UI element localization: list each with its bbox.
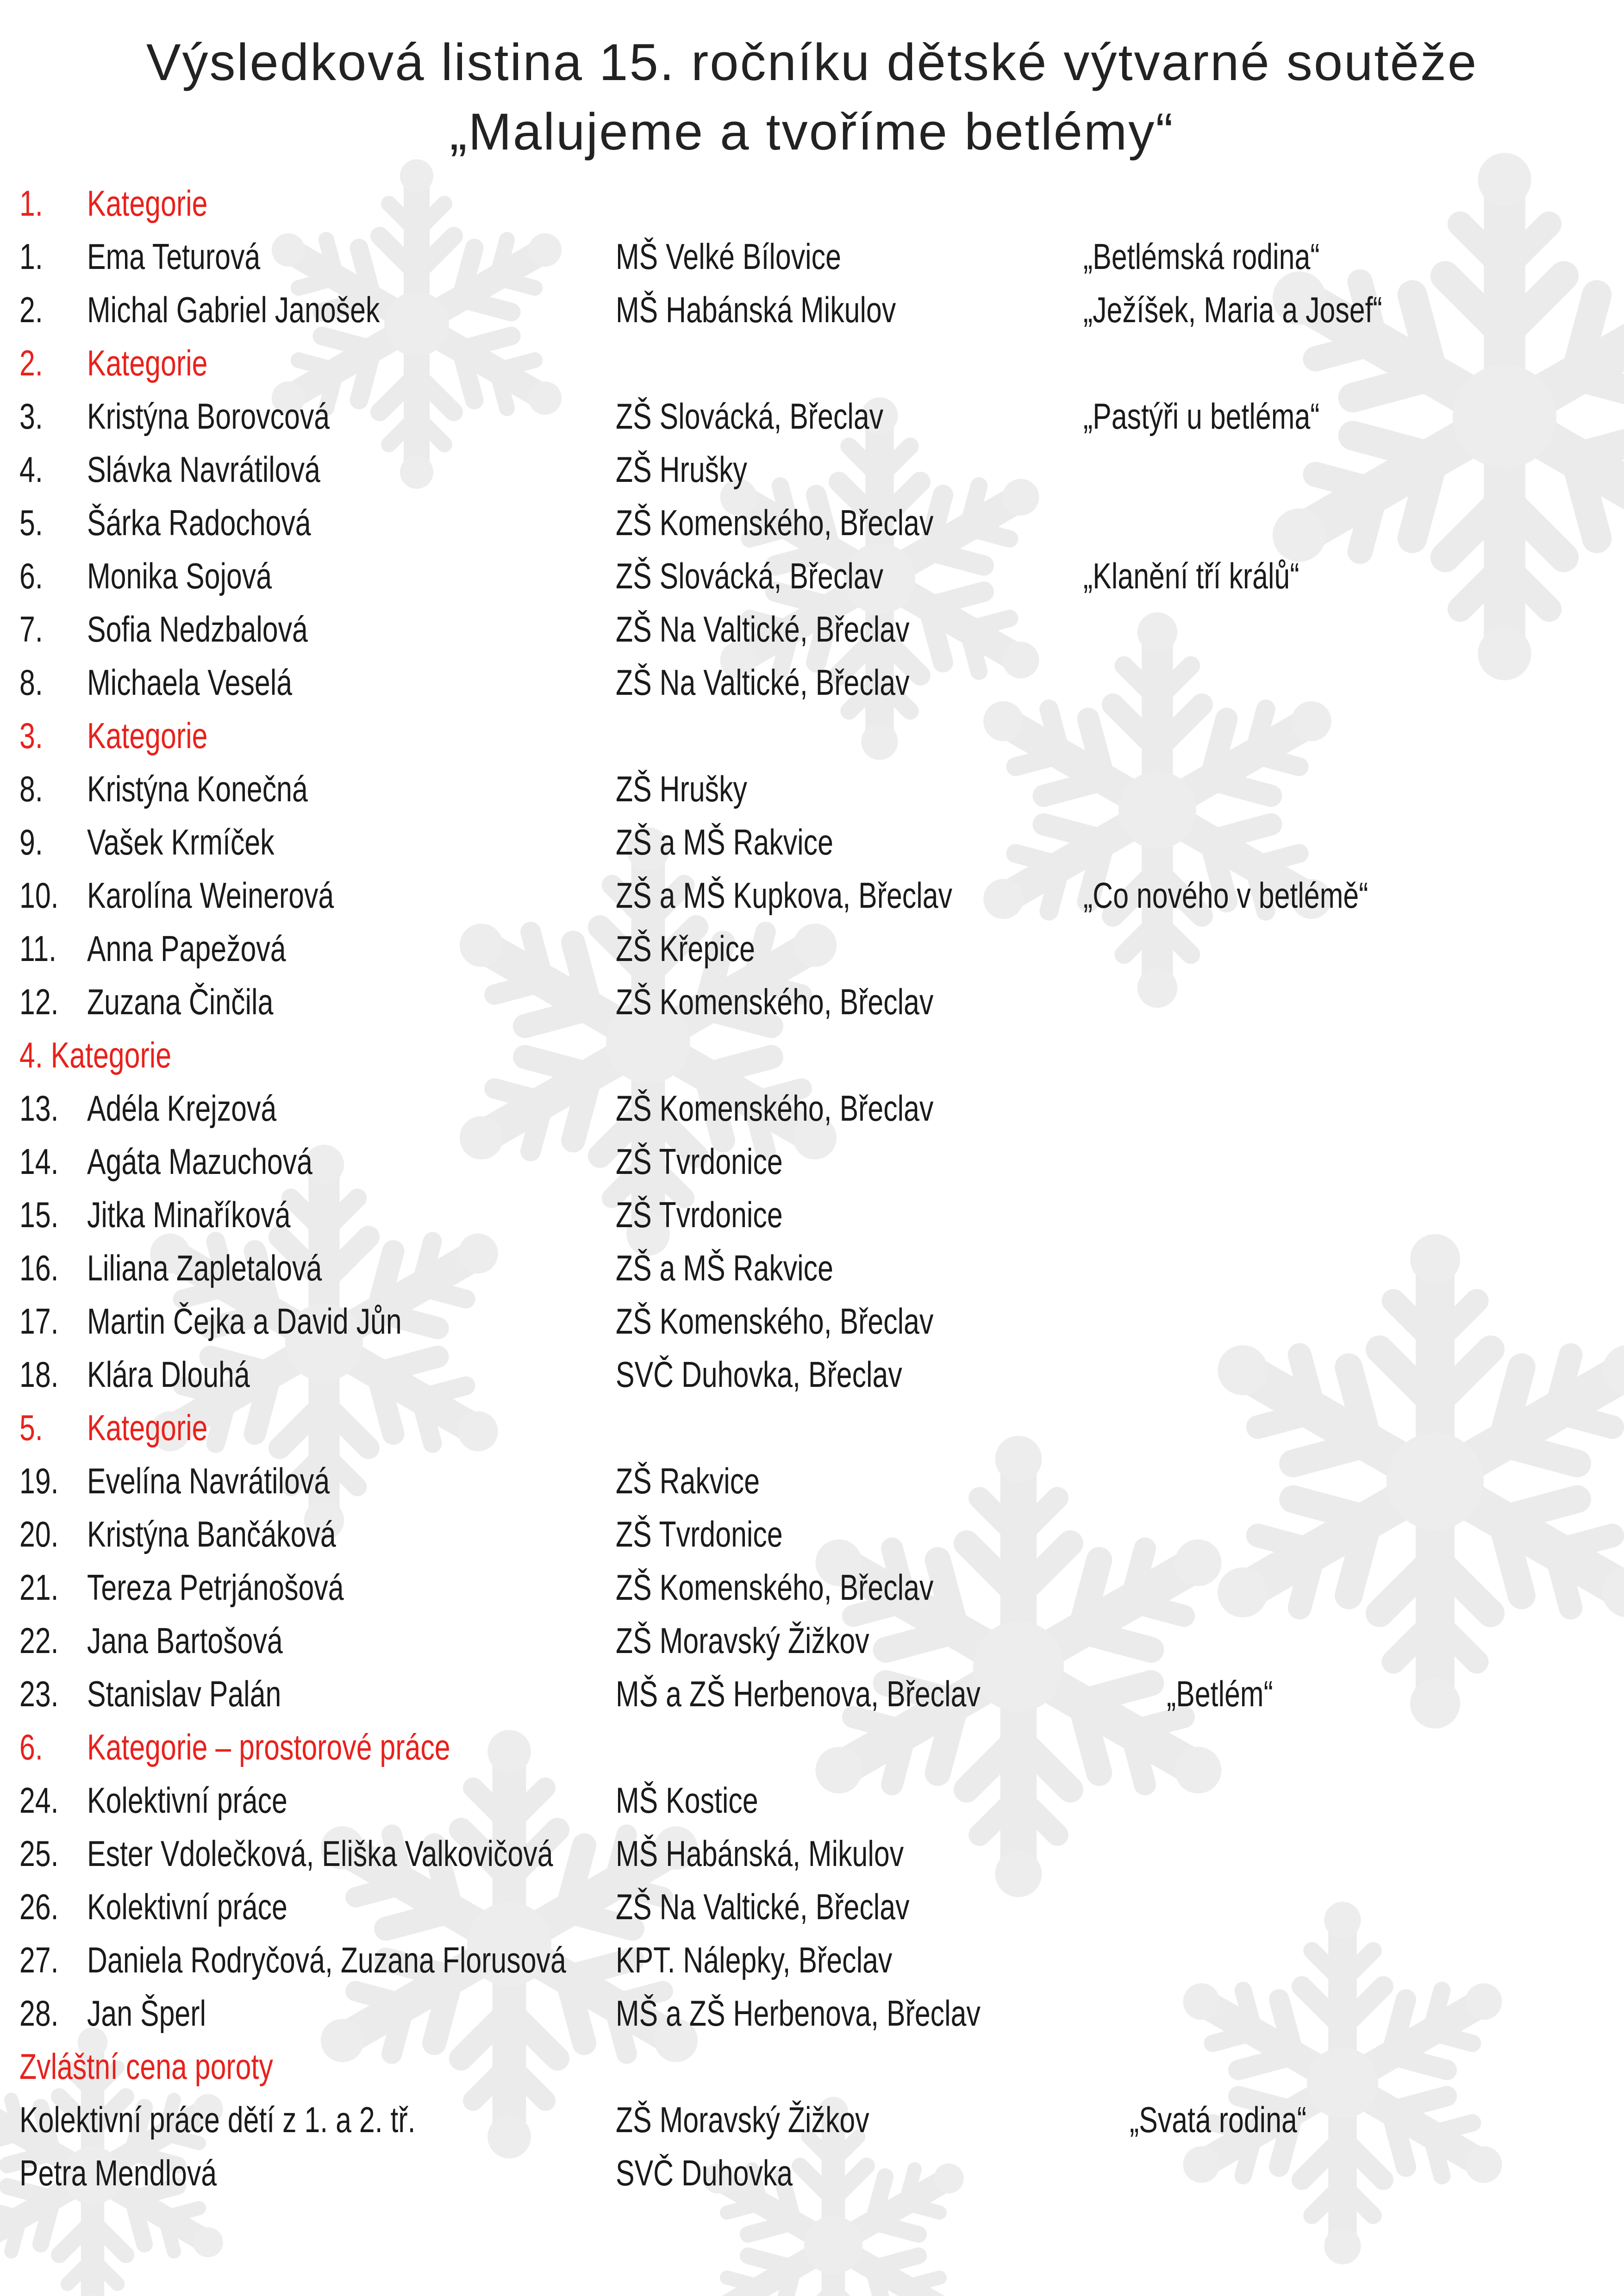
- participant-name: Stanislav Palán: [87, 1673, 281, 1714]
- rank-number: 27.: [19, 1940, 59, 1980]
- category-label: Kategorie: [87, 715, 208, 756]
- page-title: [0, 28, 1624, 167]
- school-name: ZŠ Slovácká, Břeclav: [616, 555, 884, 596]
- participant-name: Klára Dlouhá: [87, 1354, 250, 1395]
- rank-number: 2.: [19, 289, 43, 330]
- category-heading: [0, 337, 1624, 390]
- school-name: ZŠ Komenského, Břeclav: [616, 1567, 934, 1608]
- participant-name: Slávka Navrátilová: [87, 449, 320, 490]
- participant-name: Ester Vdolečková, Eliška Valkovičová: [87, 1833, 553, 1874]
- participant-name: Anna Papežová: [87, 928, 286, 969]
- participant-name: Šárka Radochová: [87, 502, 311, 543]
- school-name: ZŠ Hrušky: [616, 768, 747, 809]
- result-row: [0, 496, 1624, 549]
- result-row: [0, 1827, 1624, 1880]
- result-row: [0, 816, 1624, 869]
- artwork-title: „Co nového v betlémě“: [1083, 875, 1368, 916]
- category-label: Zvláštní cena poroty: [19, 2046, 273, 2087]
- category-heading: [0, 177, 1624, 230]
- category-number: 5.: [19, 1407, 43, 1448]
- school-name: ZŠ Křepice: [616, 928, 755, 969]
- result-row: [0, 1880, 1624, 1934]
- result-row: [0, 1242, 1624, 1295]
- participant-name: Kolektivní práce: [87, 1780, 287, 1821]
- rank-number: 12.: [19, 981, 59, 1022]
- result-row: [0, 975, 1624, 1029]
- school-name: ZŠ Moravský Žižkov: [616, 2099, 869, 2140]
- school-name: ZŠ Moravský Žižkov: [616, 1620, 869, 1661]
- result-row: [0, 283, 1624, 337]
- school-name: MŠ Velké Bílovice: [616, 236, 841, 277]
- rank-number: 13.: [19, 1088, 59, 1129]
- result-row: [0, 443, 1624, 496]
- result-row: [0, 603, 1624, 656]
- participant-name: Daniela Rodryčová, Zuzana Florusová: [87, 1940, 566, 1980]
- title-line-1: Výsledková listina 15. ročníku dětské výtvarné soutěže: [146, 33, 1478, 91]
- participant-name: Kristýna Bančáková: [87, 1514, 336, 1554]
- result-row: [0, 1561, 1624, 1614]
- school-name: ZŠ Komenského, Břeclav: [616, 981, 934, 1022]
- category-heading: [0, 1029, 1624, 1082]
- category-number: 2.: [19, 343, 43, 383]
- school-name: MŠ a ZŠ Herbenova, Břeclav: [616, 1993, 981, 2034]
- category-label: Kategorie: [87, 183, 208, 224]
- participant-name: Michal Gabriel Janošek: [87, 289, 380, 330]
- participant-name: Vašek Krmíček: [87, 822, 275, 862]
- school-name: ZŠ Tvrdonice: [616, 1194, 783, 1235]
- participant-name: Adéla Krejzová: [87, 1088, 277, 1129]
- school-name: ZŠ a MŠ Kupkova, Břeclav: [616, 875, 952, 916]
- rank-number: 21.: [19, 1567, 59, 1608]
- school-name: ZŠ Rakvice: [616, 1460, 760, 1501]
- result-row: [0, 1667, 1624, 1721]
- rank-number: 5.: [19, 502, 43, 543]
- rank-number: 16.: [19, 1248, 59, 1288]
- rank-number: 14.: [19, 1141, 59, 1182]
- category-label: Kategorie – prostorové práce: [87, 1727, 450, 1767]
- artwork-title: „Klanění tří králů“: [1083, 555, 1299, 596]
- school-name: ZŠ Komenského, Břeclav: [616, 1301, 934, 1341]
- school-name: MŠ a ZŠ Herbenova, Břeclav: [616, 1673, 981, 1714]
- rank-number: 8.: [19, 768, 43, 809]
- artwork-title: „Ježíšek, Maria a Josef“: [1083, 289, 1382, 330]
- rank-number: 23.: [19, 1673, 59, 1714]
- rank-number: 7.: [19, 609, 43, 649]
- participant-name: Evelína Navrátilová: [87, 1460, 330, 1501]
- result-row: [0, 1987, 1624, 2040]
- artwork-title: „Svatá rodina“: [1130, 2099, 1307, 2140]
- category-heading: [0, 1721, 1624, 1774]
- rank-number: 26.: [19, 1886, 59, 1927]
- rank-number: 9.: [19, 822, 43, 862]
- category-number: 3.: [19, 715, 43, 756]
- school-name: ZŠ a MŠ Rakvice: [616, 822, 833, 862]
- school-name: ZŠ a MŠ Rakvice: [616, 1248, 833, 1288]
- result-row: [0, 1508, 1624, 1561]
- school-name: ZŠ Slovácká, Břeclav: [616, 396, 884, 437]
- school-name: ZŠ Na Valtické, Břeclav: [616, 1886, 910, 1927]
- participant-name: Petra Mendlová: [19, 2152, 217, 2193]
- school-name: ZŠ Hrušky: [616, 449, 747, 490]
- result-row: [0, 1934, 1624, 1987]
- participant-name: Liliana Zapletalová: [87, 1248, 322, 1288]
- category-heading: [0, 2040, 1624, 2093]
- rank-number: 18.: [19, 1354, 59, 1395]
- rank-number: 19.: [19, 1460, 59, 1501]
- participant-name: Agáta Mazuchová: [87, 1141, 313, 1182]
- category-heading: [0, 1401, 1624, 1454]
- school-name: MŠ Habánská Mikulov: [616, 289, 896, 330]
- rank-number: 25.: [19, 1833, 59, 1874]
- result-row: [0, 230, 1624, 283]
- result-row: [0, 869, 1624, 922]
- participant-name: Michaela Veselá: [87, 662, 293, 703]
- category-number: 1.: [19, 183, 43, 224]
- rank-number: 28.: [19, 1993, 59, 2034]
- category-heading: [0, 709, 1624, 762]
- rank-number: 4.: [19, 449, 43, 490]
- result-row: [0, 922, 1624, 975]
- result-row: [0, 2146, 1624, 2200]
- rank-number: 24.: [19, 1780, 59, 1821]
- result-row: [0, 1188, 1624, 1242]
- rank-number: 22.: [19, 1620, 59, 1661]
- participant-name: Jitka Minaříková: [87, 1194, 291, 1235]
- rank-number: 10.: [19, 875, 59, 916]
- rank-number: 11.: [19, 928, 57, 969]
- school-name: SVČ Duhovka, Břeclav: [616, 1354, 902, 1395]
- school-name: ZŠ Komenského, Břeclav: [616, 1088, 934, 1129]
- artwork-title: „Betlémská rodina“: [1083, 236, 1320, 277]
- rank-number: 17.: [19, 1301, 59, 1341]
- category-label: 4. Kategorie: [19, 1035, 172, 1075]
- result-row: [0, 2093, 1624, 2146]
- result-row: [0, 390, 1624, 443]
- participant-name: Karolína Weinerová: [87, 875, 334, 916]
- school-name: ZŠ Tvrdonice: [616, 1514, 783, 1554]
- participant-name: Ema Teturová: [87, 236, 261, 277]
- result-row: [0, 549, 1624, 603]
- school-name: MŠ Kostice: [616, 1780, 758, 1821]
- participant-name: Kristýna Konečná: [87, 768, 308, 809]
- result-row: [0, 1614, 1624, 1667]
- result-row: [0, 762, 1624, 816]
- category-label: Kategorie: [87, 343, 208, 383]
- participant-name: Kolektivní práce: [87, 1886, 287, 1927]
- result-row: [0, 1082, 1624, 1135]
- school-name: ZŠ Na Valtické, Břeclav: [616, 662, 910, 703]
- participant-name: Monika Sojová: [87, 555, 272, 596]
- school-name: ZŠ Tvrdonice: [616, 1141, 783, 1182]
- result-row: [0, 1348, 1624, 1401]
- result-row: [0, 1774, 1624, 1827]
- result-row: [0, 656, 1624, 709]
- school-name: ZŠ Komenského, Břeclav: [616, 502, 934, 543]
- result-row: [0, 1295, 1624, 1348]
- category-number: 6.: [19, 1727, 43, 1767]
- school-name: KPT. Nálepky, Břeclav: [616, 1940, 893, 1980]
- rank-number: 1.: [19, 236, 43, 277]
- participant-name: Tereza Petrjánošová: [87, 1567, 344, 1608]
- participant-name: Kolektivní práce dětí z 1. a 2. tř.: [19, 2099, 416, 2140]
- rank-number: 6.: [19, 555, 43, 596]
- artwork-title: „Betlém“: [1167, 1673, 1273, 1714]
- school-name: ZŠ Na Valtické, Břeclav: [616, 609, 910, 649]
- school-name: MŠ Habánská, Mikulov: [616, 1833, 904, 1874]
- rank-number: 15.: [19, 1194, 59, 1235]
- rank-number: 3.: [19, 396, 43, 437]
- artwork-title: „Pastýři u betléma“: [1083, 396, 1320, 437]
- results-list: [0, 177, 1624, 2200]
- result-row: [0, 1135, 1624, 1188]
- result-row: [0, 1454, 1624, 1508]
- category-label: Kategorie: [87, 1407, 208, 1448]
- rank-number: 20.: [19, 1514, 59, 1554]
- participant-name: Kristýna Borovcová: [87, 396, 330, 437]
- title-line-2: „Malujeme a tvoříme betlémy“: [450, 103, 1174, 161]
- school-name: SVČ Duhovka: [616, 2152, 793, 2193]
- participant-name: Zuzana Činčila: [87, 981, 274, 1022]
- participant-name: Sofia Nedzbalová: [87, 609, 308, 649]
- participant-name: Jana Bartošová: [87, 1620, 283, 1661]
- participant-name: Jan Šperl: [87, 1993, 206, 2034]
- rank-number: 8.: [19, 662, 43, 703]
- participant-name: Martin Čejka a David Jůn: [87, 1301, 402, 1341]
